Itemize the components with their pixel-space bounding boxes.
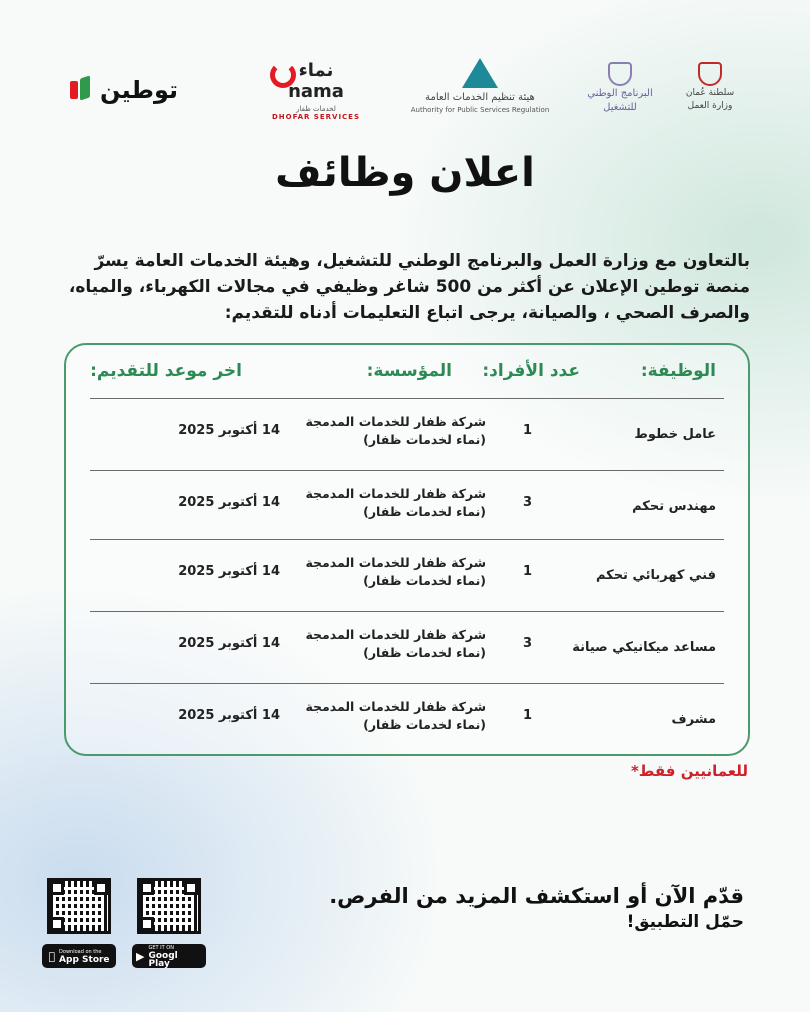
- logos-bar: [40, 58, 770, 128]
- job-org-line2: (نماء لخدمات ظفار): [363, 645, 486, 660]
- google-play-badge-big: Googl Play: [148, 951, 178, 969]
- apple-icon: [48, 950, 55, 963]
- job-org-line1: شركة ظفار للخدمات المدمجة: [305, 486, 486, 501]
- job-org: [305, 554, 486, 590]
- qr-code-icon[interactable]: [137, 878, 201, 934]
- apsr-logo-ar: هيئة تنظيم الخدمات العامة: [425, 92, 535, 103]
- job-org-line2: (نماء لخدمات ظفار): [363, 717, 486, 732]
- table-row: [90, 398, 724, 468]
- table-row: [90, 470, 724, 540]
- nama-logo: [266, 60, 366, 121]
- apsr-triangle-icon: [462, 58, 498, 88]
- job-deadline: 14 أكتوبر 2025: [178, 564, 280, 579]
- header-job: الوظيفة:: [640, 361, 716, 381]
- app-store-badge-small: Download on the: [55, 949, 99, 955]
- job-title: فني كهربائي تحكم: [595, 568, 716, 583]
- intro-paragraph: بالتعاون مع وزارة العمل والبرنامج الوطني للتشغيل، وهيئة الخدمات العامة يسرّ منصة توطين الإعلان عن أكثر من 500 شاغر وظيفي في مجالات الكهرباء، والمياه، والصرف الصحي ، والصيانة، يرجى اتباع التعليمات أدناه للتقديم:: [68, 251, 750, 323]
- job-org-line2: (نماء لخدمات ظفار): [363, 504, 486, 519]
- nama-logo-sub-en: DHOFAR SERVICES: [271, 113, 361, 121]
- app-store-badge-big: App Store: [55, 955, 107, 965]
- google-play-icon: ▶: [136, 949, 145, 963]
- job-org: [305, 485, 486, 521]
- job-count: 3: [522, 495, 532, 510]
- job-title: مهندس تحكم: [632, 499, 716, 514]
- job-org-line1: شركة ظفار للخدمات المدمجة: [305, 699, 486, 714]
- header-org: المؤسسة:: [366, 361, 452, 381]
- table-row: [90, 539, 724, 609]
- job-count: 1: [522, 708, 532, 723]
- program-logo-line1: البرنامج الوطني: [587, 88, 653, 99]
- jobs-table: [64, 343, 750, 756]
- job-org-line2: (نماء لخدمات ظفار): [363, 432, 486, 447]
- job-org: [305, 626, 486, 662]
- nama-logo-sub-ar: لخدمات ظفار: [296, 105, 336, 113]
- job-org-line1: شركة ظفار للخدمات المدمجة: [305, 414, 486, 429]
- job-count: 3: [522, 636, 532, 651]
- omanis-only-note: للعمانيين فقط*: [630, 762, 748, 780]
- oman-emblem-icon: [698, 62, 722, 86]
- job-title: مشرف: [671, 712, 716, 727]
- nama-logo-ar: نماء: [298, 60, 334, 81]
- oman-emblem-icon: [608, 62, 632, 86]
- job-deadline: 14 أكتوبر 2025: [178, 495, 280, 510]
- job-org-line1: شركة ظفار للخدمات المدمجة: [305, 627, 486, 642]
- job-deadline: 14 أكتوبر 2025: [178, 708, 280, 723]
- nama-swirl-icon: [270, 62, 296, 88]
- apsr-logo: [410, 58, 550, 114]
- table-row: [90, 611, 724, 681]
- app-store-badge[interactable]: [42, 944, 116, 968]
- job-org: [305, 698, 486, 734]
- cta-main-text: قدّم الآن أو استكشف المزيد من الفرص.: [329, 884, 744, 908]
- ministry-of-labour-logo: [680, 62, 740, 112]
- call-to-action: [329, 884, 744, 932]
- google-play-badge[interactable]: [132, 944, 206, 968]
- job-org-line1: شركة ظفار للخدمات المدمجة: [305, 555, 486, 570]
- header-deadline: اخر موعد للتقديم:: [90, 361, 242, 381]
- program-logo-line2: للتشغيل: [603, 102, 637, 113]
- job-title: عامل خطوط: [634, 427, 716, 442]
- app-store-download[interactable]: [42, 878, 116, 968]
- job-deadline: 14 أكتوبر 2025: [178, 636, 280, 651]
- tawteen-logo-text: توطين: [100, 76, 179, 104]
- google-play-badge-small: GET IT ON: [148, 945, 174, 951]
- job-deadline: 14 أكتوبر 2025: [178, 423, 280, 438]
- job-count: 1: [522, 564, 532, 579]
- job-org-line2: (نماء لخدمات ظفار): [363, 573, 486, 588]
- tawteen-mark-icon: [68, 77, 94, 103]
- job-org: [305, 413, 486, 449]
- header-count: عدد الأفراد:: [482, 361, 580, 381]
- table-row: [90, 683, 724, 753]
- nama-logo-en: nama: [288, 81, 344, 102]
- tawteen-logo: [68, 76, 178, 104]
- national-employment-program-logo: [580, 62, 660, 114]
- page-title: اعلان وظائف: [275, 150, 535, 196]
- google-play-download[interactable]: [132, 878, 206, 968]
- job-count: 1: [522, 423, 532, 438]
- qr-code-icon[interactable]: [47, 878, 111, 934]
- cta-sub-text: حمّل التطبيق!: [626, 912, 744, 932]
- job-title: مساعد ميكانيكي صيانة: [572, 640, 716, 655]
- apsr-logo-en: Authority for Public Services Regulation: [410, 106, 550, 114]
- ministry-logo-line1: سلطنة عُمان: [685, 88, 735, 98]
- ministry-logo-line2: وزارة العمل: [687, 101, 733, 111]
